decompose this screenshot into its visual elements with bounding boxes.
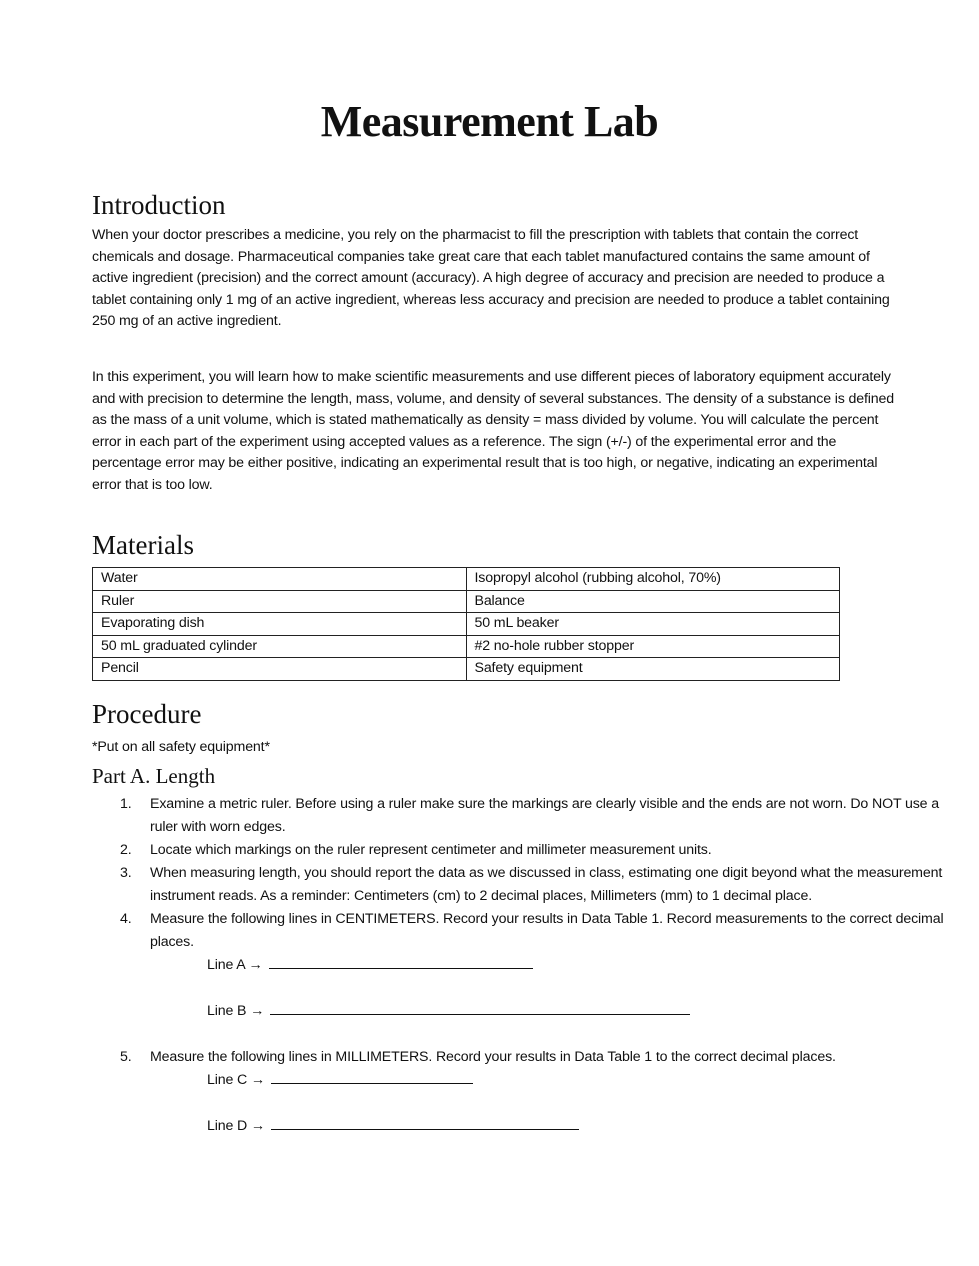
step-number: 1.: [120, 796, 132, 812]
step-text: Measure the following lines in CENTIMETERS. Record your results in Data Table 1. Record measurements to the correct decimal places.: [150, 911, 944, 950]
table-cell: Pencil: [93, 658, 467, 681]
list-item: [120, 862, 955, 908]
table-cell: 50 mL graduated cylinder: [93, 635, 467, 658]
step-text: Examine a metric ruler. Before using a ruler make sure the markings are clearly visible and the ends are not worn. Do NOT use a ruler with worn edges.: [150, 796, 939, 835]
step-text: Measure the following lines in MILLIMETERS. Record your results in Data Table 1 to the correct decimal places.: [150, 1049, 836, 1065]
answer-blank[interactable]: [271, 1069, 473, 1084]
materials-heading: Materials: [92, 530, 194, 560]
line-label: Line C →: [207, 1072, 265, 1088]
table-cell: Evaporating dish: [93, 613, 467, 636]
step-number: 5.: [120, 1049, 132, 1065]
introduction-heading: Introduction: [92, 190, 226, 220]
list-item: [120, 839, 955, 862]
step-text: When measuring length, you should report the data as we discussed in class, estimating one digit beyond what the measurement instrument reads. As a reminder: Centimeters (cm) to 2 decimal places, Millimeters (mm) to 1 decimal place.: [150, 865, 943, 904]
list-item: [120, 908, 955, 1046]
table-row: [93, 568, 840, 591]
step-number: 2.: [120, 842, 132, 858]
table-row: [93, 635, 840, 658]
table-cell: Isopropyl alcohol (rubbing alcohol, 70%): [466, 568, 840, 591]
materials-table: [92, 567, 840, 681]
table-row: [93, 658, 840, 681]
answer-blank[interactable]: [270, 1000, 690, 1015]
step-number: 3.: [120, 865, 132, 881]
table-cell: Water: [93, 568, 467, 591]
intro-paragraph-1: When your doctor prescribes a medicine, you rely on the pharmacist to fill the prescription with tablets that contain the correct chemicals and dosage. Pharmaceutical companies take great care that each tablet manufactured contains the same amount of active ingredient (precision) and the correct amount (accuracy). A high degree of accuracy and precision are needed to produce a tablet containing only 1 mg of an active ingredient, whereas less accuracy and precision are needed to produce a tablet containing 250 mg of an active ingredient.: [92, 227, 890, 329]
line-label: Line A →: [207, 957, 263, 973]
table-cell: Balance: [466, 590, 840, 613]
list-item: [120, 1046, 955, 1138]
procedure-heading: Procedure: [92, 699, 202, 729]
safety-note: *Put on all safety equipment*: [92, 739, 270, 755]
list-item: [120, 793, 955, 839]
table-cell: Ruler: [93, 590, 467, 613]
table-cell: #2 no-hole rubber stopper: [466, 635, 840, 658]
line-label: Line B →: [207, 1003, 265, 1019]
table-row: [93, 590, 840, 613]
table-cell: 50 mL beaker: [466, 613, 840, 636]
part-a-steps: [92, 793, 955, 1138]
table-cell: Safety equipment: [466, 658, 840, 681]
answer-blank[interactable]: [271, 1115, 579, 1130]
answer-blank[interactable]: [269, 954, 533, 969]
line-label: Line D →: [207, 1118, 265, 1134]
line-b-answer: [150, 1000, 955, 1023]
line-a-answer: [150, 954, 955, 977]
line-d-answer: [150, 1115, 955, 1138]
line-c-answer: [150, 1069, 955, 1092]
intro-paragraph-2: In this experiment, you will learn how to make scientific measurements and use different pieces of laboratory equipment accurately and with precision to determine the length, mass, volume, and density of several substances. The density of a substance is defined as the mass of a unit volume, which is stated mathematically as density = mass divided by volume. You will calculate the percent error in each part of the experiment using accepted values as a reference. The sign (+/-) of the experimental error and the percentage error may be either positive, indicating an experimental result that is too high, or negative, indicating an experimental error that is too low.: [92, 369, 895, 493]
page-title: Measurement Lab: [320, 97, 659, 146]
part-a-heading: Part A. Length: [92, 764, 216, 788]
table-row: [93, 613, 840, 636]
step-number: 4.: [120, 911, 132, 927]
step-text: Locate which markings on the ruler represent centimeter and millimeter measurement units.: [150, 842, 712, 858]
